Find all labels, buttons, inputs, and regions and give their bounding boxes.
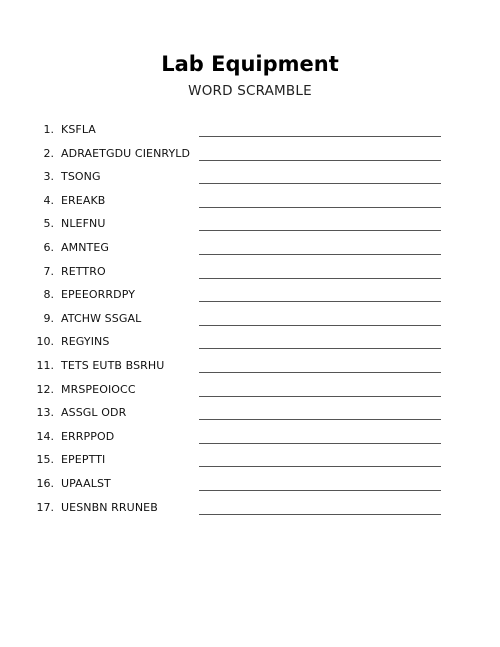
scrambled-word: TSONG bbox=[61, 170, 101, 184]
scramble-row bbox=[0, 287, 500, 307]
item-number: 5. bbox=[43, 217, 54, 231]
scrambled-word: EPEPTTI bbox=[61, 453, 106, 467]
scrambled-word: TETS EUTB BSRHU bbox=[61, 359, 165, 372]
item-number: 1. bbox=[43, 123, 54, 136]
item-number: 9. bbox=[43, 311, 54, 325]
worksheet-title: Lab Equipment bbox=[161, 52, 339, 76]
scramble-row bbox=[0, 311, 500, 331]
scrambled-word: ERRPPOD bbox=[61, 429, 115, 443]
scrambled-word: AMNTEG bbox=[61, 241, 110, 254]
scramble-row bbox=[0, 500, 500, 520]
scrambled-word: NLEFNU bbox=[61, 217, 106, 231]
item-number: 14. bbox=[36, 429, 54, 443]
item-number: 2. bbox=[43, 146, 54, 160]
scramble-row bbox=[0, 264, 500, 284]
answer-line[interactable] bbox=[199, 514, 441, 515]
answer-line[interactable] bbox=[199, 207, 441, 208]
scramble-row bbox=[0, 429, 500, 449]
item-number: 3. bbox=[43, 170, 54, 184]
scramble-row bbox=[0, 146, 500, 166]
answer-line[interactable] bbox=[199, 301, 441, 302]
scrambled-word: MRSPEOIOCC bbox=[61, 382, 136, 396]
scrambled-word: ATCHW SSGAL bbox=[61, 311, 142, 325]
scramble-row bbox=[0, 240, 500, 260]
scramble-row bbox=[0, 452, 500, 472]
scrambled-word: UPAALST bbox=[61, 477, 111, 490]
scramble-row bbox=[0, 405, 500, 425]
answer-line[interactable] bbox=[199, 160, 441, 161]
scramble-row bbox=[0, 382, 500, 402]
item-number: 6. bbox=[43, 241, 54, 254]
answer-line[interactable] bbox=[199, 372, 441, 373]
scrambled-word: UESNBN RRUNEB bbox=[61, 500, 158, 514]
scramble-row bbox=[0, 193, 500, 213]
item-number: 4. bbox=[43, 193, 54, 207]
item-number: 12. bbox=[36, 382, 54, 396]
scramble-row bbox=[0, 122, 500, 142]
scrambled-word: EPEEORRDPY bbox=[61, 288, 136, 302]
answer-line[interactable] bbox=[199, 466, 441, 467]
answer-line[interactable] bbox=[199, 230, 441, 231]
answer-line[interactable] bbox=[199, 325, 441, 326]
answer-line[interactable] bbox=[199, 443, 441, 444]
item-number: 16. bbox=[36, 477, 54, 490]
item-number: 11. bbox=[36, 359, 54, 372]
scrambled-word: EREAKB bbox=[61, 193, 106, 207]
answer-line[interactable] bbox=[199, 254, 441, 255]
item-number: 8. bbox=[43, 288, 54, 302]
scramble-row bbox=[0, 216, 500, 236]
scramble-row bbox=[0, 476, 500, 496]
item-number: 13. bbox=[36, 406, 54, 420]
scramble-row bbox=[0, 169, 500, 189]
item-number: 7. bbox=[43, 264, 54, 278]
scrambled-word: ADRAETGDU CIENRYLD bbox=[61, 146, 191, 160]
answer-line[interactable] bbox=[199, 136, 441, 137]
scramble-row bbox=[0, 334, 500, 354]
scrambled-word: KSFLA bbox=[61, 123, 96, 136]
scramble-row bbox=[0, 358, 500, 378]
item-number: 15. bbox=[36, 453, 54, 467]
scrambled-word: RETTRO bbox=[61, 264, 106, 278]
answer-line[interactable] bbox=[199, 396, 441, 397]
answer-line[interactable] bbox=[199, 419, 441, 420]
item-number: 17. bbox=[36, 500, 54, 514]
scrambled-word: REGYINS bbox=[61, 335, 110, 349]
answer-line[interactable] bbox=[199, 278, 441, 279]
answer-line[interactable] bbox=[199, 183, 441, 184]
answer-line[interactable] bbox=[199, 490, 441, 491]
scrambled-word: ASSGL ODR bbox=[61, 406, 127, 420]
worksheet-subtitle: WORD SCRAMBLE bbox=[188, 83, 312, 99]
item-number: 10. bbox=[36, 335, 54, 349]
answer-line[interactable] bbox=[199, 348, 441, 349]
